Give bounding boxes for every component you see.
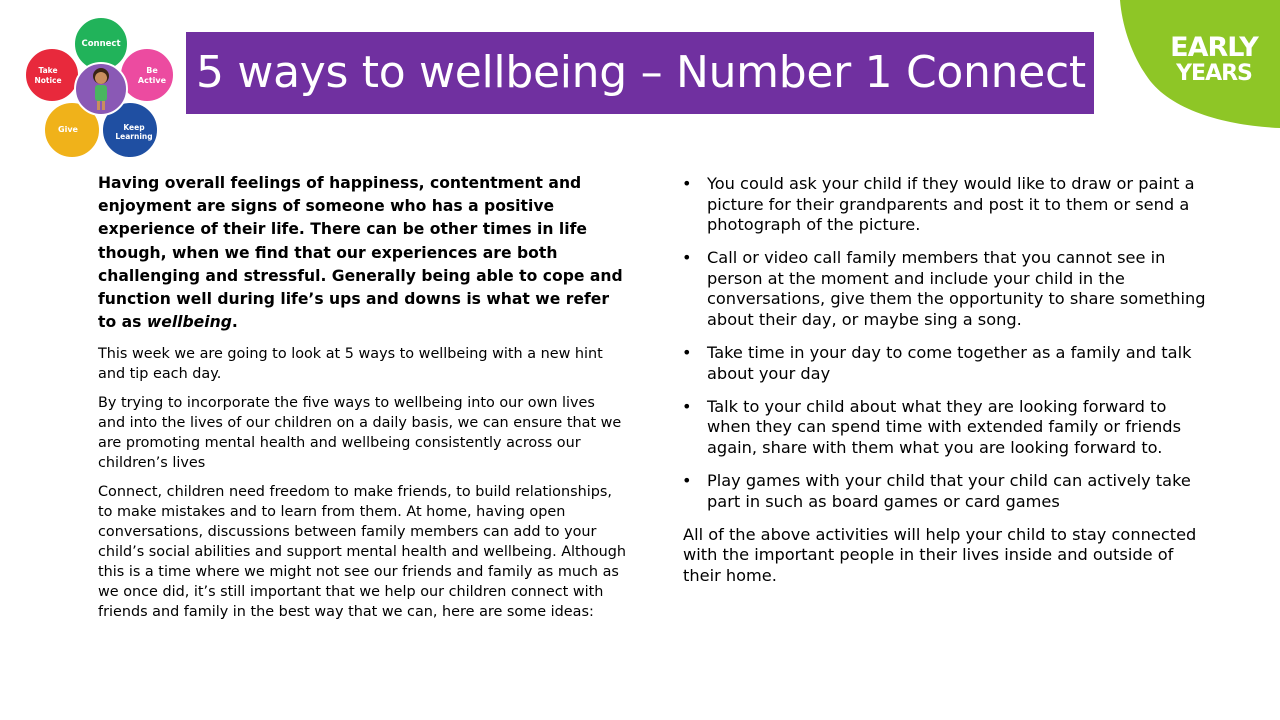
idea-text: You could ask your child if they would like to draw or paint a picture for their grandparents and post it to them or send a photograph of the picture. [707, 174, 1195, 235]
right-column [680, 174, 1210, 587]
take-notice-petal [25, 48, 79, 102]
idea-text: Play games with your child that your child can actively take part in such as board games or card games [707, 471, 1191, 511]
incorporate-paragraph: By trying to incorporate the five ways to wellbeing into our own lives and into the lives of our children on a daily basis, we can ensure that we are promoting mental health and wellbeing consistently across our children’s lives [98, 395, 622, 472]
bullet-icon: • [682, 248, 692, 268]
bullet-icon: • [682, 174, 692, 193]
list-item [680, 343, 1210, 384]
page-title: 5 ways to wellbeing – Number 1 Connect [186, 32, 1094, 114]
list-item [680, 471, 1210, 512]
badge-line1: EARLY [1170, 32, 1258, 63]
list-item [680, 174, 1210, 236]
idea-text: Talk to your child about what they are looking forward to when they can spend time with extended family or friends again, share with them what you are looking forward to. [707, 396, 1181, 458]
five-ways-flower-logo [22, 14, 178, 162]
be-active-petal [120, 48, 174, 102]
connect-paragraph [98, 482, 626, 622]
week-paragraph: This week we are going to look at 5 ways to wellbeing with a new hint and tip each day. [98, 346, 603, 383]
left-column [98, 172, 626, 631]
logo-give-text: Give [58, 125, 78, 134]
connect-body: , children need freedom to make friends, to build relationships, to make mistakes and to learn from them. At home, having open conversations, discussions between family members can add to your child’s social abilities and support mental health and wellbeing. Although this is a time where we might not see our friends and family as much as we once did, it’s still important that we help our children connect with friends and family in the best way that we can, here are some ideas: [98, 484, 626, 621]
intro-paragraph [98, 172, 626, 334]
bullet-icon: • [682, 343, 692, 363]
bullet-icon: • [682, 396, 692, 416]
list-item [680, 397, 1210, 459]
early-years-badge [1110, 0, 1280, 130]
logo-learning-text: Learning [115, 132, 153, 141]
logo-keep-text: Keep [123, 123, 145, 132]
ideas-list [680, 174, 1210, 512]
wellbeing-emphasis: wellbeing [146, 313, 232, 332]
logo-be-text: Be [146, 66, 158, 75]
logo-connect-text: Connect [81, 39, 121, 49]
summary-paragraph: All of the above activities will help your child to stay connected with the important people in their lives inside and outside of their home. [683, 524, 1197, 585]
logo-take-text: Take [38, 66, 58, 75]
intro-end: . [231, 313, 238, 332]
intro-text: Having overall feelings of happiness, contentment and enjoyment are signs of someone who has a positive experience of their life. There can be other times in life though, when we find that our experiences are both challenging and stressful. Generally being able to cope and function well during life’s ups and downs is what we refer to as [98, 174, 623, 332]
idea-text: Take time in your day to come together as a family and talk about your day [707, 343, 1192, 383]
connect-lead: Connect [98, 484, 158, 501]
list-item [680, 248, 1210, 330]
idea-text: Call or video call family members that you cannot see in person at the moment and include your child in the conversations, give them the opportunity to share something about their day, or maybe sing a song. [707, 248, 1206, 330]
logo-notice-text: Notice [34, 76, 62, 85]
bullet-icon: • [682, 471, 692, 491]
logo-active-text: Active [137, 76, 167, 85]
badge-line2: YEARS [1176, 61, 1252, 86]
